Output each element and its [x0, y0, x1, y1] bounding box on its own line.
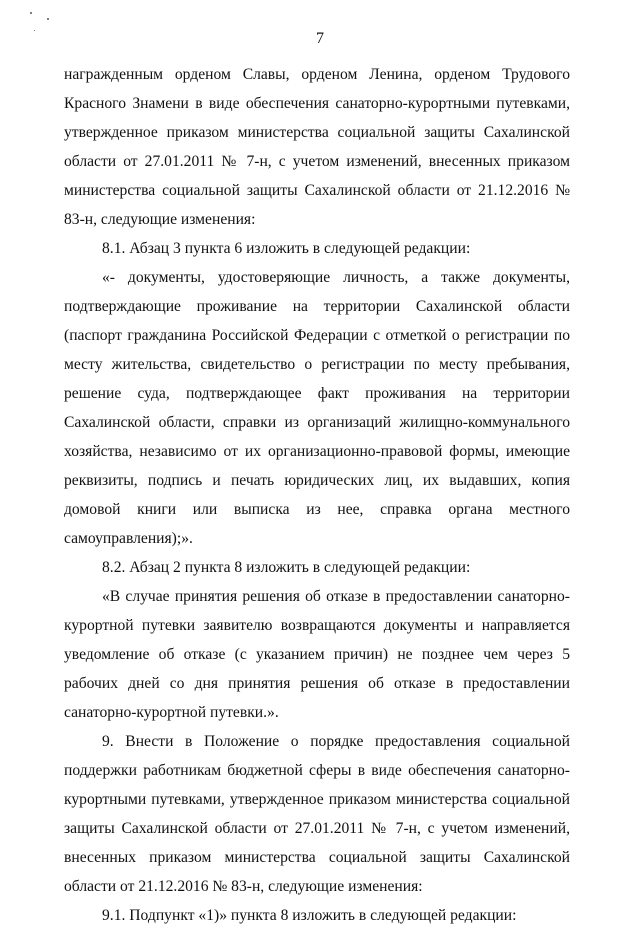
paragraph-8-2-quote: «В случае принятия решения об отказе в предоставлении санаторно-курортной путевки заявителю возвращаются документы и направляется уведомление об отказе (с указанием причин) не позднее чем через 5 рабочих дней со дня принятия решения об отказе в предоставлении санаторно-курортной путевки.».: [64, 588, 570, 721]
paragraph-9: 9. Внести в Положение о порядке предоставления социальной поддержки работникам бюджетной сферы в виде обеспечения санаторно-курортными путевками, утвержденное приказом министерства социальной защиты Сахалинской области от 27.01.2011 № 7-н, с учетом изменений, внесенных приказом министерства социальной защиты Сахалинской области от 21.12.2016 № 83-н, следующие изменения:: [64, 733, 570, 895]
scan-speck: [30, 12, 32, 14]
paragraph-continuation: награжденным орденом Славы, орденом Ленина, орденом Трудового Красного Знамени в виде обеспечения санаторно-курортными путевками, утвержденное приказом министерства социальной защиты Сахалинской области от 27.01.2011 № 7-н, с учетом изменений, внесенных приказом министерства социальной защиты Сахалинской области от 21.12.2016 № 83-н, следующие изменения:: [64, 66, 570, 228]
paragraph-8-2-heading: 8.2. Абзац 2 пункта 8 изложить в следующей редакции:: [102, 559, 471, 576]
page-number: 7: [316, 30, 324, 47]
paragraph-9-1-heading: 9.1. Подпункт «1)» пункта 8 изложить в следующей редакции:: [102, 907, 517, 924]
paragraph-8-1-quote: «- документы, удостоверяющие личность, а также документы, подтверждающие проживание на территории Сахалинской области (паспорт гражданина Российской Федерации с отметкой о регистрации по месту жительства, свидетельство о регистрации по месту пребывания, решение суда, подтверждающее факт проживания на территории Сахалинской области, справки из организаций жилищно-коммунального хозяйства, независимо от их организационно-правовой формы, имеющие реквизиты, подпись и печать юридических лиц, их выдавших, копия домовой книги или выписка из нее, справка органа местного самоуправления);».: [64, 269, 570, 547]
paragraph-8-1-heading: 8.1. Абзац 3 пункта 6 изложить в следующей редакции:: [102, 240, 471, 257]
document-body: [64, 60, 570, 930]
scan-speck: [47, 18, 49, 20]
